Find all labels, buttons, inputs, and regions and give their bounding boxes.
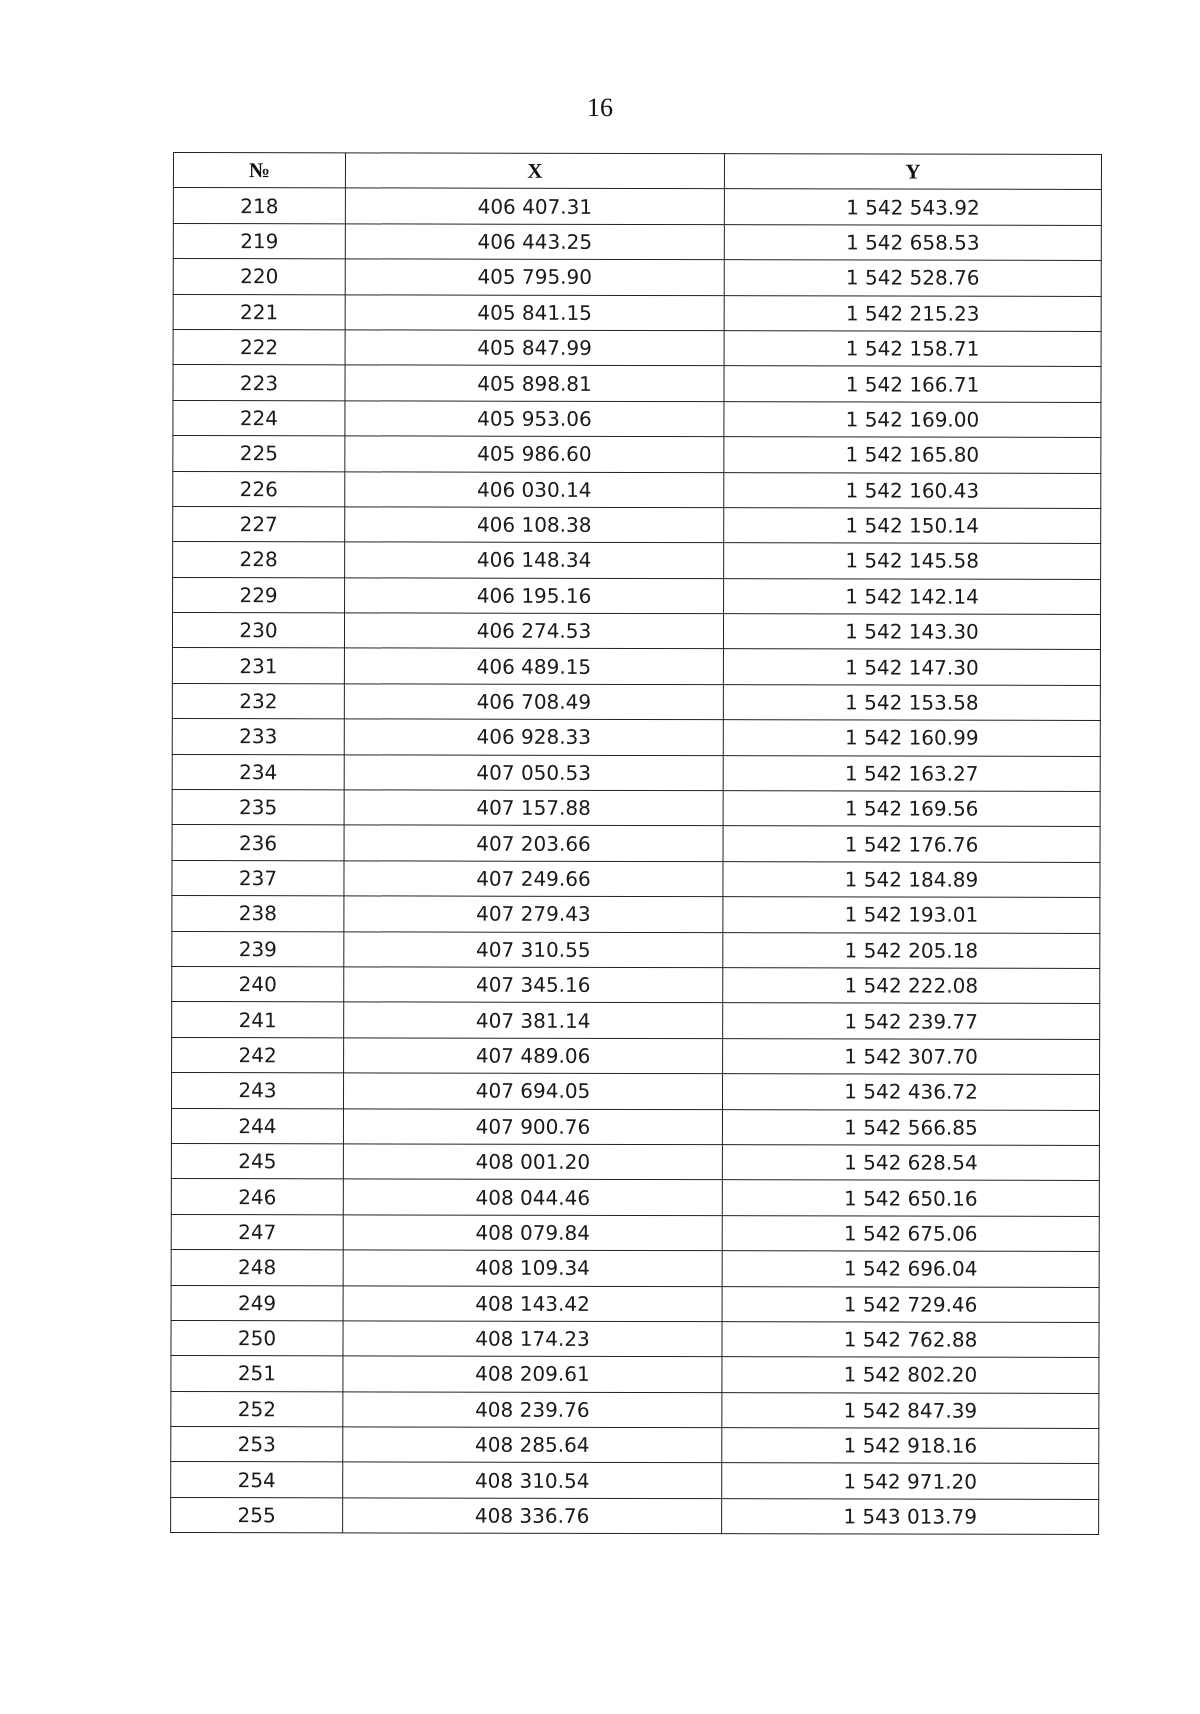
table-row (173, 471, 1101, 508)
cell-y: 1 542 160.99 (723, 720, 1100, 756)
table-row (171, 1108, 1099, 1145)
header-y: Y (724, 154, 1101, 190)
cell-x: 407 279.43 (344, 896, 723, 932)
table-row (172, 613, 1100, 650)
cell-y: 1 542 163.27 (723, 755, 1100, 791)
table-row (172, 648, 1100, 685)
table-row (171, 1391, 1099, 1428)
cell-y: 1 542 142.14 (724, 578, 1101, 614)
cell-number: 244 (171, 1108, 343, 1144)
cell-y: 1 542 169.56 (723, 791, 1100, 827)
cell-y: 1 542 628.54 (722, 1145, 1099, 1181)
cell-number: 225 (173, 436, 345, 472)
cell-x: 408 174.23 (343, 1321, 722, 1357)
cell-y: 1 542 762.88 (722, 1322, 1099, 1358)
cell-number: 251 (171, 1356, 343, 1392)
table-row (171, 1497, 1099, 1534)
cell-x: 408 310.54 (343, 1462, 722, 1498)
cell-number: 221 (173, 294, 345, 330)
cell-number: 247 (171, 1214, 343, 1250)
cell-x: 406 708.49 (344, 684, 723, 720)
cell-x: 406 030.14 (345, 471, 724, 507)
cell-x: 407 310.55 (344, 931, 723, 967)
cell-y: 1 542 153.58 (723, 685, 1100, 721)
cell-x: 406 148.34 (345, 542, 724, 578)
table-row (172, 719, 1100, 756)
cell-y: 1 542 918.16 (722, 1428, 1099, 1464)
cell-number: 219 (173, 223, 345, 259)
cell-x: 408 143.42 (343, 1285, 722, 1321)
table-row (172, 790, 1100, 827)
cell-number: 227 (173, 506, 345, 542)
cell-number: 234 (172, 754, 344, 790)
cell-x: 407 381.14 (344, 1002, 723, 1038)
cell-number: 222 (173, 329, 345, 365)
cell-x: 405 847.99 (345, 330, 724, 366)
cell-number: 239 (172, 931, 344, 967)
cell-x: 405 953.06 (345, 401, 724, 437)
cell-y: 1 542 215.23 (724, 295, 1101, 331)
cell-y: 1 542 158.71 (724, 331, 1101, 367)
table-row (172, 896, 1100, 933)
cell-y: 1 542 184.89 (723, 861, 1100, 897)
table-row (171, 1285, 1099, 1322)
cell-x: 406 195.16 (345, 578, 724, 614)
table-row (171, 1214, 1099, 1251)
cell-x: 406 489.15 (344, 648, 723, 684)
table-row (172, 1037, 1100, 1074)
cell-number: 226 (173, 471, 345, 507)
table-row (173, 223, 1101, 260)
cell-number: 254 (171, 1462, 343, 1498)
cell-y: 1 542 847.39 (722, 1392, 1099, 1428)
cell-x: 407 489.06 (344, 1038, 723, 1074)
header-number: № (173, 153, 345, 189)
cell-number: 220 (173, 259, 345, 295)
cell-x: 408 239.76 (343, 1392, 722, 1428)
cell-y: 1 542 658.53 (724, 224, 1101, 260)
cell-x: 406 928.33 (344, 719, 723, 755)
cell-x: 408 336.76 (343, 1498, 722, 1534)
cell-x: 407 694.05 (343, 1073, 722, 1109)
cell-x: 408 209.61 (343, 1356, 722, 1392)
cell-number: 245 (171, 1143, 343, 1179)
cell-number: 218 (173, 188, 345, 224)
cell-y: 1 542 166.71 (724, 366, 1101, 402)
table-row (173, 365, 1101, 402)
cell-y: 1 542 205.18 (723, 932, 1100, 968)
cell-number: 229 (173, 577, 345, 613)
cell-x: 405 898.81 (345, 365, 724, 401)
cell-number: 250 (171, 1320, 343, 1356)
cell-y: 1 542 675.06 (722, 1215, 1099, 1251)
table-header (173, 153, 1101, 190)
cell-x: 407 900.76 (343, 1108, 722, 1144)
cell-number: 235 (172, 790, 344, 826)
cell-y: 1 542 222.08 (723, 968, 1100, 1004)
cell-y: 1 542 802.20 (722, 1357, 1099, 1393)
cell-x: 405 795.90 (345, 259, 724, 295)
table-row (172, 931, 1100, 968)
header-row (173, 153, 1101, 190)
cell-x: 407 249.66 (344, 861, 723, 897)
table-row (171, 1462, 1099, 1499)
table-row (172, 683, 1100, 720)
cell-y: 1 542 150.14 (724, 508, 1101, 544)
table-row (172, 860, 1100, 897)
cell-number: 248 (171, 1250, 343, 1286)
table-row (171, 1073, 1099, 1110)
table-row (173, 400, 1101, 437)
cell-y: 1 542 143.30 (723, 614, 1100, 650)
cell-y: 1 542 971.20 (722, 1463, 1099, 1499)
table-row (171, 1179, 1099, 1216)
table-row (172, 966, 1100, 1003)
cell-number: 246 (171, 1179, 343, 1215)
cell-x: 405 841.15 (345, 294, 724, 330)
table-row (171, 1320, 1099, 1357)
cell-x: 406 407.31 (345, 188, 724, 224)
table-row (173, 436, 1101, 473)
cell-number: 231 (172, 648, 344, 684)
cell-x: 408 001.20 (343, 1144, 722, 1180)
cell-y: 1 542 176.76 (723, 826, 1100, 862)
cell-y: 1 542 650.16 (722, 1180, 1099, 1216)
cell-y: 1 542 543.92 (724, 189, 1101, 225)
cell-number: 236 (172, 825, 344, 861)
cell-number: 223 (173, 365, 345, 401)
table-row (173, 542, 1101, 579)
table-row (173, 329, 1101, 366)
cell-x: 407 345.16 (344, 967, 723, 1003)
cell-number: 243 (171, 1073, 343, 1109)
cell-x: 406 443.25 (345, 224, 724, 260)
cell-number: 233 (172, 719, 344, 755)
cell-x: 408 285.64 (343, 1427, 722, 1463)
cell-number: 241 (172, 1002, 344, 1038)
cell-y: 1 542 165.80 (724, 437, 1101, 473)
page-number: 16 (587, 93, 613, 122)
cell-x: 408 079.84 (343, 1215, 722, 1251)
cell-number: 253 (171, 1427, 343, 1463)
cell-y: 1 542 147.30 (723, 649, 1100, 685)
cell-y: 1 542 145.58 (724, 543, 1101, 579)
cell-number: 240 (172, 966, 344, 1002)
table-row (171, 1356, 1099, 1393)
table-row (172, 754, 1100, 791)
table-row (173, 294, 1101, 331)
table-row (173, 259, 1101, 296)
cell-number: 224 (173, 400, 345, 436)
table-row (172, 1002, 1100, 1039)
table-row (171, 1143, 1099, 1180)
cell-number: 242 (172, 1037, 344, 1073)
cell-number: 230 (172, 613, 344, 649)
cell-x: 406 274.53 (344, 613, 723, 649)
cell-y: 1 542 528.76 (724, 260, 1101, 296)
table-body (171, 188, 1102, 1535)
cell-y: 1 542 729.46 (722, 1286, 1099, 1322)
cell-number: 249 (171, 1285, 343, 1321)
header-x: X (345, 153, 724, 189)
cell-number: 228 (173, 542, 345, 578)
cell-y: 1 542 239.77 (723, 1003, 1100, 1039)
cell-y: 1 542 160.43 (724, 472, 1101, 508)
table-row (172, 825, 1100, 862)
cell-x: 406 108.38 (345, 507, 724, 543)
cell-number: 237 (172, 860, 344, 896)
coordinates-table (170, 152, 1102, 1535)
cell-y: 1 542 436.72 (722, 1074, 1099, 1110)
table-row (171, 1250, 1099, 1287)
cell-y: 1 542 169.00 (724, 401, 1101, 437)
table-row (173, 577, 1101, 614)
cell-y: 1 542 193.01 (723, 897, 1100, 933)
cell-x: 408 044.46 (343, 1179, 722, 1215)
cell-y: 1 542 566.85 (722, 1109, 1099, 1145)
cell-number: 252 (171, 1391, 343, 1427)
cell-x: 407 203.66 (344, 825, 723, 861)
table-row (171, 1427, 1099, 1464)
cell-number: 238 (172, 896, 344, 932)
cell-x: 405 986.60 (345, 436, 724, 472)
table-row (173, 506, 1101, 543)
cell-number: 232 (172, 683, 344, 719)
cell-y: 1 543 013.79 (722, 1498, 1099, 1534)
table-row (173, 188, 1101, 225)
cell-x: 408 109.34 (343, 1250, 722, 1286)
cell-number: 255 (171, 1497, 343, 1533)
cell-x: 407 050.53 (344, 755, 723, 791)
cell-y: 1 542 307.70 (723, 1038, 1100, 1074)
cell-y: 1 542 696.04 (722, 1251, 1099, 1287)
cell-x: 407 157.88 (344, 790, 723, 826)
